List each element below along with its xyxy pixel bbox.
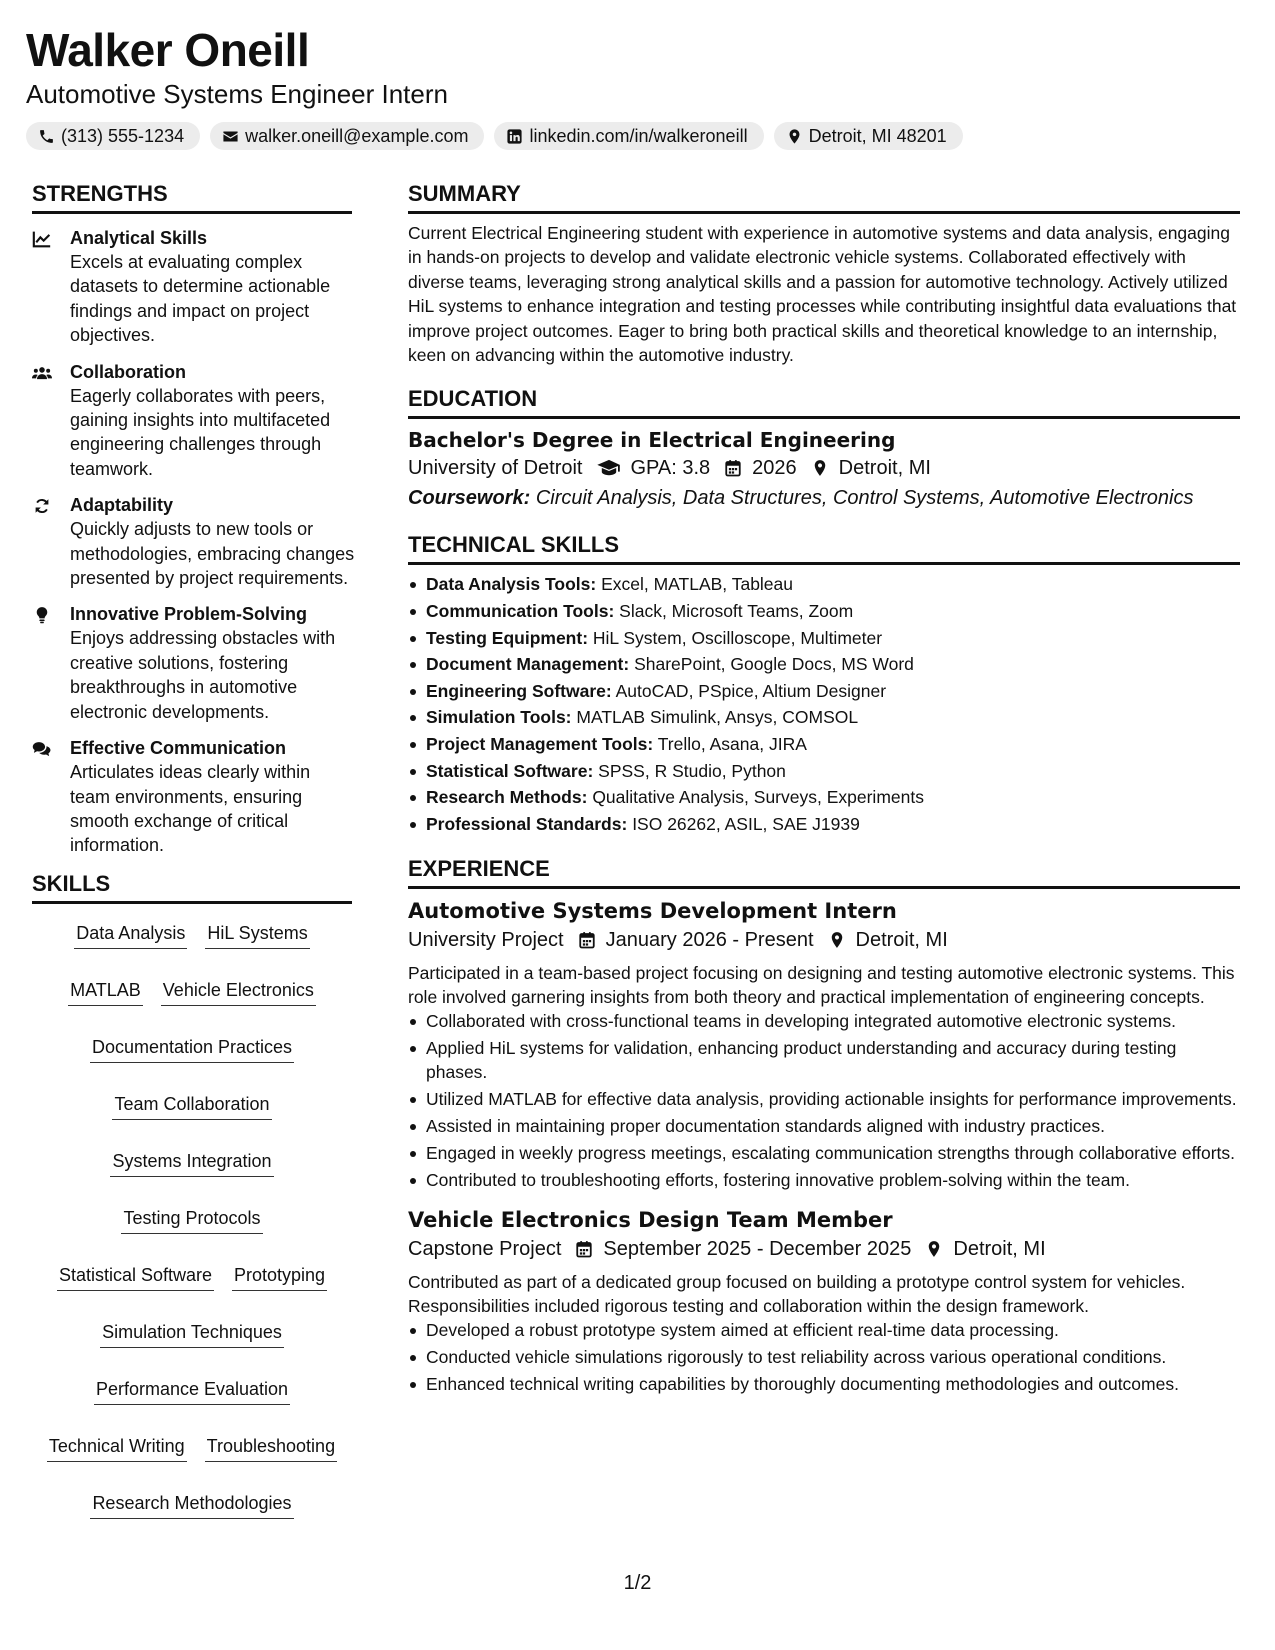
location-pin-icon [786,128,803,145]
users-icon [32,360,70,482]
contact-phone-text: (313) 555-1234 [61,125,185,146]
tech-skill-value: HiL System, Oscilloscope, Multimeter [592,627,883,648]
location-pin-icon [925,1240,943,1258]
tech-skill-value: Trello, Asana, JIRA [657,734,807,754]
list-item [408,678,1240,705]
coursework-label: Coursework: [408,487,531,510]
strength-title: Innovative Problem-Solving [70,604,308,625]
strength-desc: Eagerly collaborates with peers, gaining insights into multifaceted engineering challenges through teamwork. [70,385,331,479]
job-dates: September 2025 - December 2025 [603,1238,912,1261]
calendar-icon [724,459,742,477]
list-item [408,598,1240,625]
list-item: Applied HiL systems for validation, enhancing product understanding and accuracy during testing phases. [408,1036,1240,1084]
graduation-cap-icon [597,459,621,477]
skill-tag: Vehicle Electronics [161,977,316,1006]
location-pin-icon [828,931,846,949]
list-item: Developed a robust prototype system aimed at efficient real-time data processing. [408,1318,1240,1342]
list-item [408,625,1240,652]
job-bullets [408,1009,1240,1192]
contact-location-text: Detroit, MI 48201 [808,125,947,146]
list-item [408,758,1240,785]
list-item: Enhanced technical writing capabilities by thoroughly documenting methodologies and outcomes. [408,1372,1240,1396]
job-meta [408,925,1240,955]
strength-item [32,226,352,348]
calendar-icon [578,931,596,949]
coursework [408,483,1240,513]
strength-desc: Articulates ideas clearly within team environments, ensuring smooth exchange of critical information. [70,762,311,856]
job-title: Vehicle Electronics Design Team Member [408,1208,893,1233]
job-location: Detroit, MI [953,1238,1046,1261]
list-item [408,731,1240,758]
strength-item [32,602,352,724]
tech-skill-value: Excel, MATLAB, Tableau [601,574,794,595]
job-description: Contributed as part of a dedicated group focused on building a prototype control system for vehicles. Responsibilities included rigorous testing and collaboration within the design framework. [408,1272,1186,1317]
strength-title: Collaboration [70,361,186,382]
skill-tag: HiL Systems [205,920,309,949]
job-bullets [408,1318,1240,1396]
envelope-icon [222,128,239,145]
tech-skill-value: SPSS, R Studio, Python [598,760,786,781]
list-item [408,571,1240,598]
skill-tag: MATLAB [68,977,143,1006]
page-number: 1/2 [623,1572,652,1594]
tech-skill-value: SharePoint, Google Docs, MS Word [634,654,914,675]
strengths-list [32,226,355,858]
skill-tag: Prototyping [232,1262,327,1291]
job-meta [408,1234,1240,1264]
tech-skill-value: Qualitative Analysis, Surveys, Experiments [592,787,924,808]
list-item [408,784,1240,811]
skill-tag: Simulation Techniques [100,1319,284,1348]
skills-heading: SKILLS [32,870,352,904]
strength-title: Effective Communication [70,738,287,759]
strength-title: Adaptability [70,495,174,516]
list-item: Engaged in weekly progress meetings, escalating communication strengths through collaborative efforts. [408,1141,1240,1165]
skill-tag: Troubleshooting [205,1433,337,1462]
list-item [408,704,1240,731]
job-location: Detroit, MI [855,929,948,952]
tech-skill-label: Project Management Tools: [426,734,654,754]
gpa: GPA: 3.8 [630,457,711,480]
tech-skill-value: AutoCAD, PSpice, Altium Designer [615,680,887,701]
comments-icon [32,736,70,858]
skill-tag: Team Collaboration [112,1091,271,1120]
job-entry [408,1206,1240,1396]
degree-title: Bachelor's Degree in Electrical Engineering [408,428,896,453]
skill-tag: Technical Writing [47,1433,187,1462]
list-item: Utilized MATLAB for effective data analysis, providing actionable insights for performance improvements. [408,1087,1240,1111]
skill-tag: Testing Protocols [121,1205,262,1234]
summary-heading: SUMMARY [408,180,1240,214]
lightbulb-icon [32,602,70,724]
tech-skill-value: ISO 26262, ASIL, SAE J1939 [632,813,860,834]
left-column [32,180,355,1519]
skill-tag: Statistical Software [57,1262,214,1291]
contact-linkedin[interactable] [494,122,763,150]
list-item: Assisted in maintaining proper documentation standards aligned with industry practices. [408,1114,1240,1138]
phone-icon [38,128,55,145]
graduation-year: 2026 [752,457,797,480]
tech-skill-label: Testing Equipment: [426,627,589,648]
job-title: Automotive Systems Development Intern [408,899,897,924]
resume-header [26,22,963,150]
education-heading: EDUCATION [408,385,1240,419]
job-description: Participated in a team-based project focusing on designing and testing automotive electronic systems. This role involved garnering insights from both theory and practical implementation of engineering concepts. [408,963,1235,1008]
school-name: University of Detroit [408,457,583,480]
tech-skill-label: Communication Tools: [426,601,615,622]
contact-location [774,122,963,150]
strength-item [32,493,355,590]
skills-list [32,920,352,1519]
tech-skill-value: MATLAB Simulink, Ansys, COMSOL [576,707,859,728]
education-location: Detroit, MI [838,457,931,480]
tech-skill-label: Simulation Tools: [426,707,572,728]
tech-skill-label: Engineering Software: [426,680,612,701]
skills-section [32,870,352,1519]
strength-item [32,360,352,482]
skill-tag: Data Analysis [74,920,187,949]
experience-heading: EXPERIENCE [408,855,1240,889]
right-column [408,180,1240,1399]
contact-bar [26,122,963,150]
contact-phone[interactable] [26,122,200,150]
strengths-heading: STRENGTHS [32,180,352,214]
refresh-icon [32,493,70,590]
line-chart-icon [32,226,70,348]
candidate-role: Automotive Systems Engineer Intern [26,79,448,109]
job-org: University Project [408,929,564,952]
list-item: Conducted vehicle simulations rigorously to test reliability across various operational conditions. [408,1345,1240,1369]
tech-skill-label: Professional Standards: [426,813,628,834]
tech-skill-label: Research Methods: [426,787,588,808]
job-dates: January 2026 - Present [605,929,814,952]
list-item [408,811,1240,838]
job-entry [408,897,1240,1192]
contact-linkedin-text: linkedin.com/in/walkeroneill [529,125,748,146]
contact-email[interactable] [210,122,484,150]
tech-skill-label: Statistical Software: [426,760,594,781]
tech-skill-label: Data Analysis Tools: [426,574,597,595]
list-item: Collaborated with cross-functional teams in developing integrated automotive electronic systems. [408,1009,1240,1033]
education-meta [408,453,1240,483]
list-item [408,651,1240,678]
summary-text: Current Electrical Engineering student with experience in automotive systems and data analysis, engaging in hands-on projects to develop and validate electronic vehicle systems. Collaborated effectively with diverse teams, leveraging strong analytical skills and a passion for automotive technology. Actively utilized HiL systems to enhance integration and testing processes while contributing insightful data evaluations that improve project outcomes. Eager to bring both practical skills and theoretical knowledge to an internship, keen on advancing within the automotive industry. [408,223,1237,366]
strength-desc: Enjoys addressing obstacles with creative solutions, fostering breakthroughs in automotive electronic developments. [70,628,336,722]
strength-desc: Excels at evaluating complex datasets to determine actionable findings and impact on project objectives. [70,252,331,346]
strength-desc: Quickly adjusts to new tools or methodologies, embracing changes presented by project requirements. [70,519,355,589]
skill-tag: Systems Integration [110,1148,273,1177]
location-pin-icon [811,459,829,477]
linkedin-icon [506,128,523,145]
tech-skill-value: Slack, Microsoft Teams, Zoom [619,601,854,622]
candidate-name: Walker Oneill [26,24,310,76]
tech-skill-label: Document Management: [426,654,630,675]
skill-tag: Documentation Practices [90,1034,294,1063]
strength-item [32,736,352,858]
job-org: Capstone Project [408,1238,562,1261]
strength-title: Analytical Skills [70,228,208,248]
technical-skills-heading: TECHNICAL SKILLS [408,531,1240,565]
list-item: Contributed to troubleshooting efforts, fostering innovative problem-solving within the team. [408,1168,1240,1192]
skill-tag: Performance Evaluation [94,1376,290,1405]
contact-email-text: walker.oneill@example.com [245,125,469,146]
technical-skills-list [408,571,1240,837]
coursework-list: Circuit Analysis, Data Structures, Control Systems, Automotive Electronics [535,487,1194,510]
skill-tag: Research Methodologies [90,1490,293,1519]
calendar-icon [575,1240,593,1258]
